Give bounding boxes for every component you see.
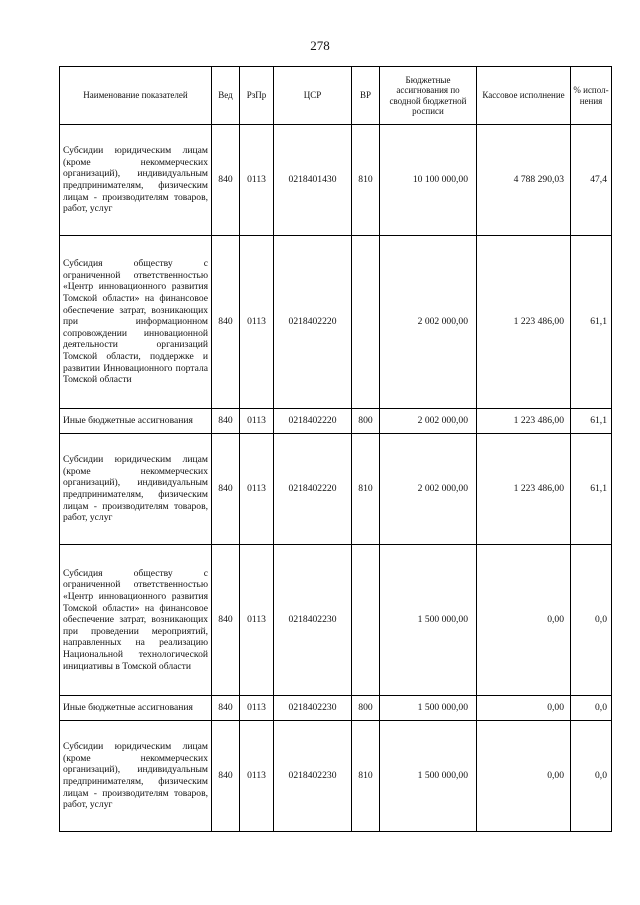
row-name: Субсидия обществу с ограниченной ответственностью «Центр инновационного развития Томской области» на финансовое обеспечение затрат, возникающих при проведении мероприятий, направленных на реализацию Национальной технологической инициативы в Томской области bbox=[60, 545, 212, 696]
row-vr: 800 bbox=[352, 409, 380, 434]
row-csr: 0218402220 bbox=[274, 236, 352, 409]
row-plan: 10 100 000,00 bbox=[380, 125, 477, 236]
row-pct: 47,4 bbox=[571, 125, 612, 236]
row-pct: 61,1 bbox=[571, 434, 612, 545]
row-ved: 840 bbox=[212, 696, 240, 721]
row-csr: 0218402230 bbox=[274, 721, 352, 832]
table-row bbox=[60, 696, 612, 721]
row-vr bbox=[352, 545, 380, 696]
row-csr: 0218402230 bbox=[274, 696, 352, 721]
row-ved: 840 bbox=[212, 721, 240, 832]
row-rzpr: 0113 bbox=[240, 696, 274, 721]
row-vr: 800 bbox=[352, 696, 380, 721]
row-cash: 0,00 bbox=[477, 545, 571, 696]
row-pct: 61,1 bbox=[571, 236, 612, 409]
row-plan: 2 002 000,00 bbox=[380, 409, 477, 434]
row-name: Иные бюджетные ассигнования bbox=[60, 696, 212, 721]
row-vr: 810 bbox=[352, 434, 380, 545]
row-rzpr: 0113 bbox=[240, 545, 274, 696]
row-rzpr: 0113 bbox=[240, 125, 274, 236]
row-pct: 0,0 bbox=[571, 545, 612, 696]
row-csr: 0218402230 bbox=[274, 545, 352, 696]
page-number: 278 bbox=[310, 38, 330, 53]
table-row bbox=[60, 434, 612, 545]
row-rzpr: 0113 bbox=[240, 409, 274, 434]
header-ved: Вед bbox=[212, 67, 240, 125]
row-cash: 1 223 486,00 bbox=[477, 409, 571, 434]
row-vr bbox=[352, 236, 380, 409]
row-ved: 840 bbox=[212, 236, 240, 409]
row-ved: 840 bbox=[212, 409, 240, 434]
row-name: Субсидии юридическим лицам (кроме некоммерческих организаций), индивидуальным предпринимателям, физическим лицам - производителям товаров, работ, услуг bbox=[60, 721, 212, 832]
row-name: Субсидии юридическим лицам (кроме некоммерческих организаций), индивидуальным предпринимателям, физическим лицам - производителям товаров, работ, услуг bbox=[60, 125, 212, 236]
row-csr: 0218402220 bbox=[274, 434, 352, 545]
table-row bbox=[60, 125, 612, 236]
row-plan: 1 500 000,00 bbox=[380, 696, 477, 721]
row-pct: 0,0 bbox=[571, 721, 612, 832]
row-rzpr: 0113 bbox=[240, 236, 274, 409]
header-name: Наименование показателей bbox=[60, 67, 212, 125]
header-plan: Бюджетные ассигнования по сводной бюджетной росписи bbox=[380, 67, 477, 125]
row-cash: 0,00 bbox=[477, 721, 571, 832]
table-row bbox=[60, 545, 612, 696]
table-header-row bbox=[60, 67, 612, 125]
row-cash: 0,00 bbox=[477, 696, 571, 721]
header-cash: Кассовое исполнение bbox=[477, 67, 571, 125]
table-row bbox=[60, 721, 612, 832]
row-rzpr: 0113 bbox=[240, 721, 274, 832]
row-plan: 2 002 000,00 bbox=[380, 236, 477, 409]
row-name: Субсидии юридическим лицам (кроме некоммерческих организаций), индивидуальным предпринимателям, физическим лицам - производителям товаров, работ, услуг bbox=[60, 434, 212, 545]
header-vr: ВР bbox=[352, 67, 380, 125]
row-name: Субсидия обществу с ограниченной ответственностью «Центр инновационного развития Томской области» на финансовое обеспечение затрат, возникающих при информационном сопровождении инновационной деятельности организаций Томской области, поддержке и развитии Инновационного портала Томской области bbox=[60, 236, 212, 409]
row-cash: 4 788 290,03 bbox=[477, 125, 571, 236]
row-ved: 840 bbox=[212, 434, 240, 545]
row-vr: 810 bbox=[352, 721, 380, 832]
row-plan: 2 002 000,00 bbox=[380, 434, 477, 545]
header-rzpr: РзПр bbox=[240, 67, 274, 125]
budget-table bbox=[59, 66, 612, 832]
row-name: Иные бюджетные ассигнования bbox=[60, 409, 212, 434]
row-cash: 1 223 486,00 bbox=[477, 236, 571, 409]
row-rzpr: 0113 bbox=[240, 434, 274, 545]
row-plan: 1 500 000,00 bbox=[380, 721, 477, 832]
header-csr: ЦСР bbox=[274, 67, 352, 125]
row-ved: 840 bbox=[212, 545, 240, 696]
table-row bbox=[60, 409, 612, 434]
table-row bbox=[60, 236, 612, 409]
row-ved: 840 bbox=[212, 125, 240, 236]
row-pct: 0,0 bbox=[571, 696, 612, 721]
row-vr: 810 bbox=[352, 125, 380, 236]
header-pct: % испол-нения bbox=[571, 67, 612, 125]
row-csr: 0218402220 bbox=[274, 409, 352, 434]
row-csr: 0218401430 bbox=[274, 125, 352, 236]
row-cash: 1 223 486,00 bbox=[477, 434, 571, 545]
row-plan: 1 500 000,00 bbox=[380, 545, 477, 696]
row-pct: 61,1 bbox=[571, 409, 612, 434]
